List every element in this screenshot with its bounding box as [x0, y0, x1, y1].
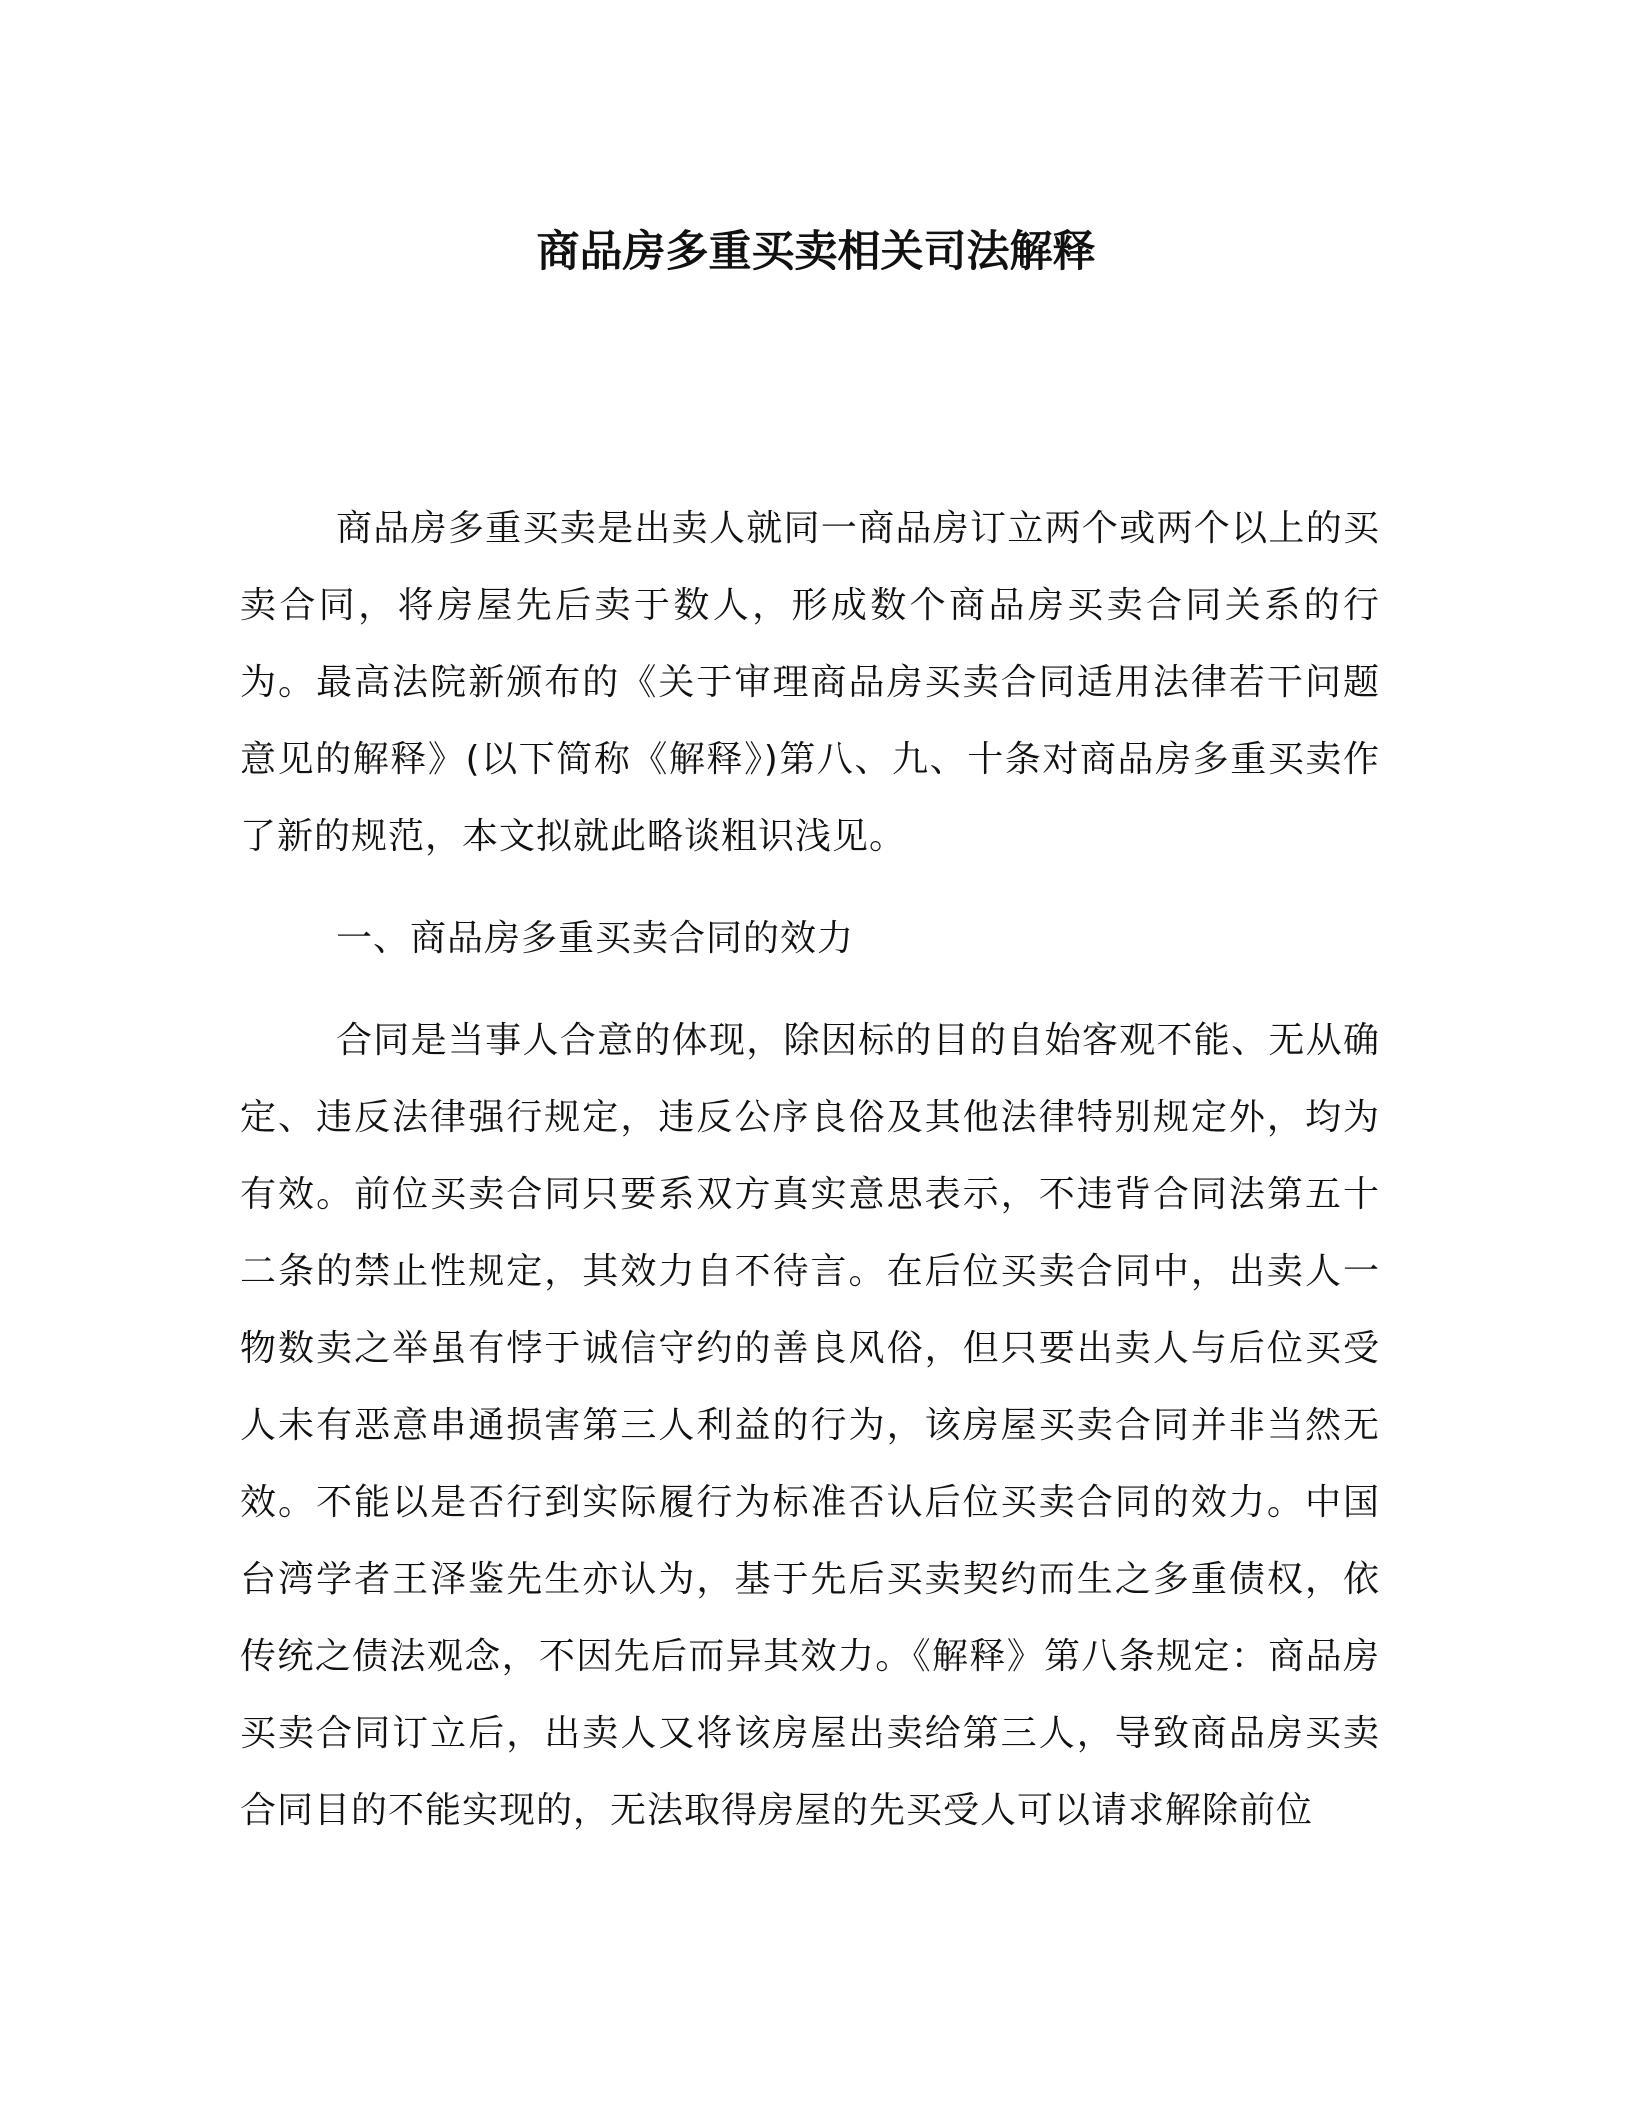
document-title: 商品房多重买卖相关司法解释	[536, 227, 1096, 277]
paragraph-contract-validity: 合同是当事人合意的体现，除因标的目的自始客观不能、无从确定、违反法律强行规定，违反公序良俗及其他法律特别规定外，均为有效。前位买卖合同只要系双方真实意思表示，不违背合同法第五十二条的禁止性规定，其效力自不待言。在后位买卖合同中，出卖人一物数卖之举虽有悖于诚信守约的善良风俗，但只要出卖人与后位买受人未有恶意串通损害第三人利益的行为，该房屋买卖合同并非当然无效。不能以是否行到实际履行为标准否认后位买卖合同的效力。中国台湾学者王泽鉴先生亦认为，基于先后买卖契约而生之多重债权，依传统之债法观念，不因先后而异其效力。《解释》第八条规定：商品房买卖合同订立后，出卖人又将该房屋出卖给第三人，导致商品房买卖合同目的不能实现的，无法取得房屋的先买受人可以请求解除前位	[240, 1020, 1380, 1831]
paragraph-intro: 商品房多重买卖是出卖人就同一商品房订立两个或两个以上的买卖合同，将房屋先后卖于数人，形成数个商品房买卖合同关系的行为。最高法院新颁布的《关于审理商品房买卖合同适用法律若干问题意见的解释》(以下简称《解释》)第八、九、十条对商品房多重买卖作了新的规范，本文拟就此略谈粗识浅见。	[240, 508, 1380, 857]
document-body	[240, 490, 1380, 1849]
section-heading: 一、商品房多重买卖合同的效力	[336, 918, 855, 959]
